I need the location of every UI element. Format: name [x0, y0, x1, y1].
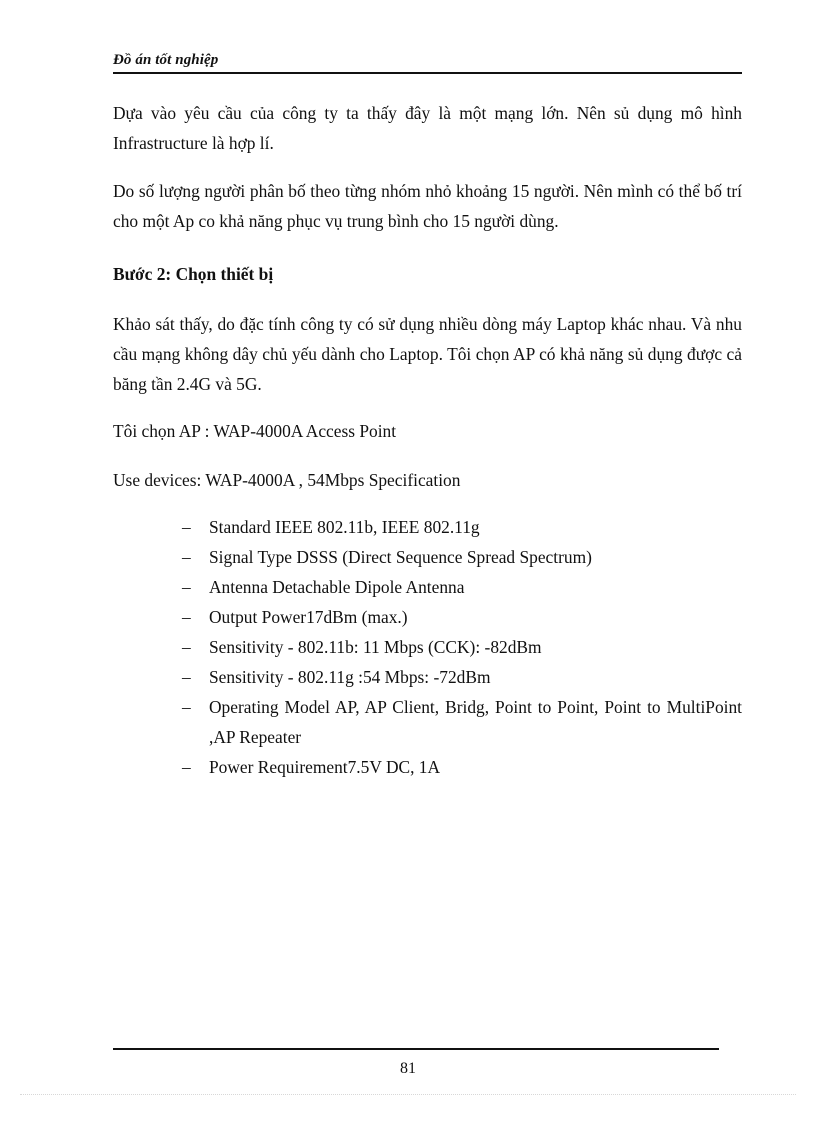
section-heading-step-2: Bước 2: Chọn thiết bị [113, 264, 274, 284]
list-item [182, 662, 742, 692]
dash-bullet-icon: – [182, 577, 191, 597]
paragraph-device-survey: Khảo sát thấy, do đặc tính công ty có sử dụng nhiều dòng máy Laptop khác nhau. Và nhu cầu mạng không dây chủ yếu dành cho Laptop. Tôi chọn AP có khả năng sủ dụng được cả băng tần 2.4G và 5G. [113, 314, 742, 394]
spec-signal-type: Signal Type DSSS (Direct Sequence Spread Spectrum) [209, 547, 592, 567]
footer-divider [113, 1048, 719, 1050]
dash-bullet-icon: – [182, 547, 191, 567]
list-item [182, 572, 742, 602]
dash-bullet-icon: – [182, 607, 191, 627]
running-header-title: Đồ án tốt nghiệp [113, 52, 219, 68]
specification-list [182, 512, 742, 782]
paragraph-network-model: Dựa vào yêu cầu của công ty ta thấy đây là một mạng lớn. Nên sủ dụng mô hình Infrastructure là hợp lí. [113, 103, 742, 153]
dash-bullet-icon: – [182, 697, 191, 717]
spec-output-power: Output Power17dBm (max.) [209, 607, 408, 627]
spec-power-requirement: Power Requirement7.5V DC, 1A [209, 757, 441, 777]
list-item [182, 542, 742, 572]
dash-bullet-icon: – [182, 517, 191, 537]
paragraph-use-devices: Use devices: WAP-4000A , 54Mbps Specification [113, 470, 461, 490]
dash-bullet-icon: – [182, 637, 191, 657]
list-item [182, 692, 742, 752]
paragraph-user-distribution: Do số lượng người phân bố theo từng nhóm nhỏ khoảng 15 người. Nên mình có thể bố trí cho một Ap co khả năng phục vụ trung bình cho 15 người dùng. [113, 181, 742, 231]
spec-operating-model: Operating Model AP, AP Client, Bridg, Point to Point, Point to MultiPoint ,AP Repeater [209, 697, 742, 747]
dash-bullet-icon: – [182, 667, 191, 687]
dash-bullet-icon: – [182, 757, 191, 777]
page-number: 81 [400, 1060, 416, 1077]
spec-standard: Standard IEEE 802.11b, IEEE 802.11g [209, 517, 480, 537]
paragraph-ap-choice: Tôi chọn AP : WAP-4000A Access Point [113, 421, 397, 441]
header-divider [113, 72, 742, 74]
spec-sensitivity-g: Sensitivity - 802.11g :54 Mbps: -72dBm [209, 667, 491, 687]
list-item [182, 512, 742, 542]
list-item [182, 752, 742, 782]
spec-antenna: Antenna Detachable Dipole Antenna [209, 577, 465, 597]
spec-sensitivity-b: Sensitivity - 802.11b: 11 Mbps (CCK): -82dBm [209, 637, 542, 657]
list-item [182, 602, 742, 632]
list-item [182, 632, 742, 662]
page-bottom-edge [20, 1094, 796, 1095]
